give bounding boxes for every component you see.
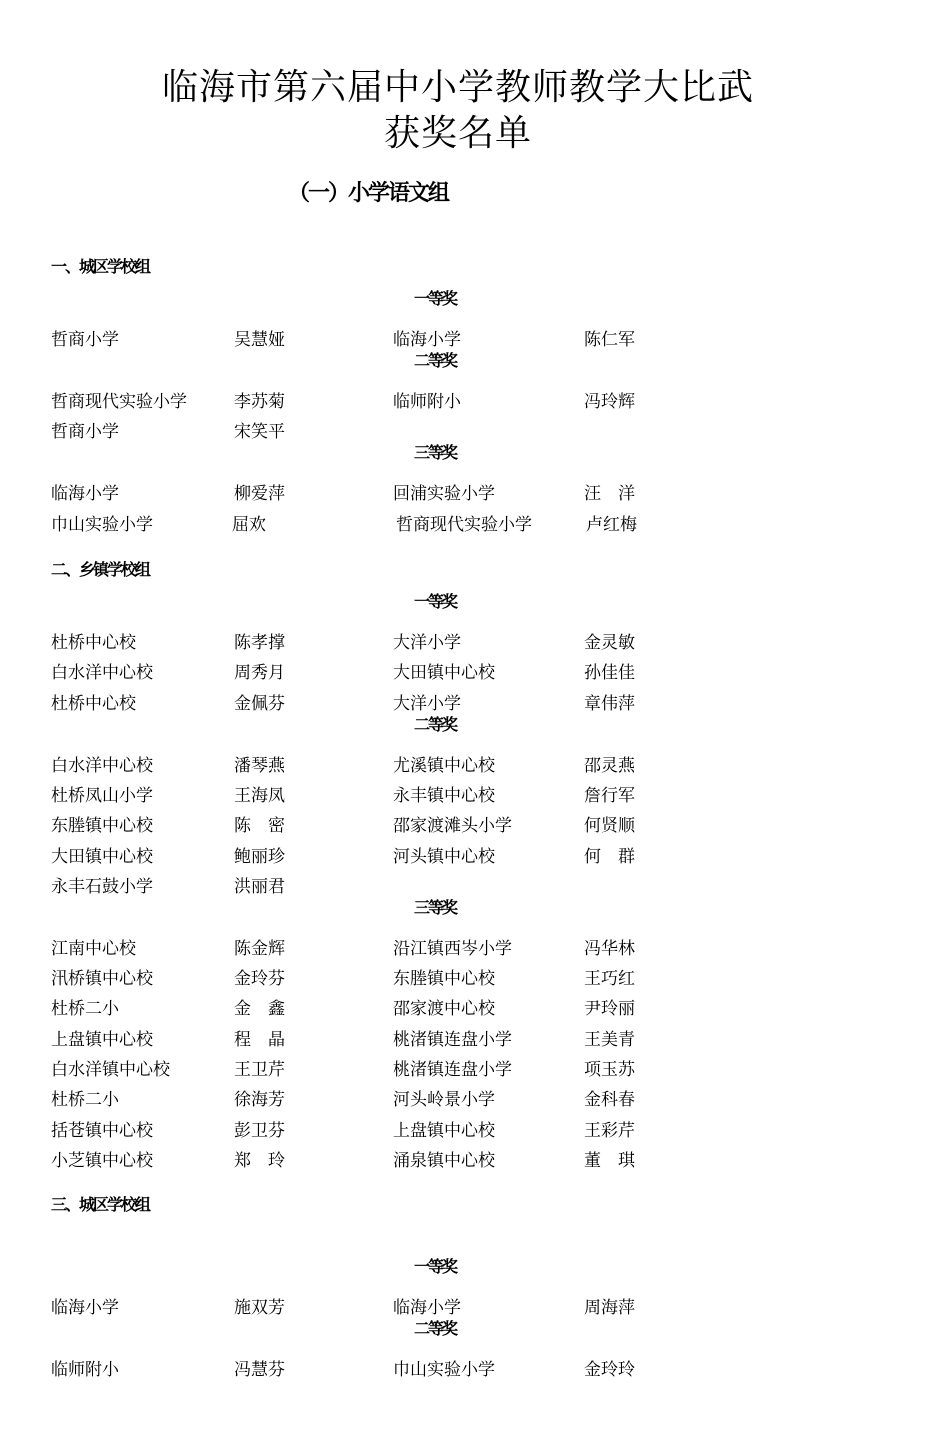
school-name: 巾山实验小学	[393, 1360, 495, 1380]
teacher-name: 潘琴燕	[234, 755, 285, 776]
school-name: 杜桥凤山小学	[51, 785, 153, 806]
school-name: 杜桥二小	[51, 999, 119, 1020]
teacher-name: 屈欢	[232, 514, 266, 535]
document-title-line-1: 临海市第六届中小学教师教学大比武	[161, 67, 754, 108]
teacher-name: 王海凤	[234, 785, 285, 806]
school-name: 哲商现代实验小学	[396, 514, 532, 535]
teacher-name: 金佩芬	[234, 693, 285, 714]
school-name: 尤溪镇中心校	[393, 755, 495, 776]
teacher-name: 宋笑平	[234, 422, 285, 443]
school-name: 临海小学	[51, 484, 119, 505]
award-rank: 一等奖	[413, 1257, 456, 1276]
school-name: 大洋小学	[393, 693, 461, 714]
school-name: 临海小学	[393, 330, 461, 350]
teacher-name: 陈仁军	[584, 330, 635, 350]
teacher-name: 王巧红	[584, 969, 635, 990]
school-name: 白水洋中心校	[51, 755, 153, 776]
teacher-name: 周海萍	[584, 1298, 635, 1318]
teacher-name: 洪丽君	[234, 876, 285, 897]
teacher-name: 郑 玲	[234, 1150, 285, 1171]
school-name: 杜桥二小	[51, 1090, 119, 1111]
teacher-name: 彭卫芬	[234, 1120, 285, 1141]
award-rank: 二等奖	[413, 351, 456, 370]
school-name: 大田镇中心校	[51, 846, 153, 867]
school-name: 哲商现代实验小学	[51, 392, 187, 412]
school-name: 桃渚镇连盘小学	[393, 1060, 512, 1080]
school-name: 永丰石鼓小学	[51, 876, 153, 897]
teacher-name: 陈 密	[234, 816, 285, 837]
subtitle: （一）小学语文组	[287, 181, 448, 206]
teacher-name: 金玲芬	[234, 969, 285, 990]
teacher-name: 尹玲丽	[584, 999, 635, 1020]
school-name: 白水洋镇中心校	[51, 1060, 170, 1080]
award-rank: 二等奖	[413, 1319, 456, 1338]
award-rank: 二等奖	[413, 714, 456, 734]
school-name: 哲商小学	[51, 422, 119, 443]
teacher-name: 王卫芹	[234, 1060, 285, 1080]
teacher-name: 项玉苏	[584, 1060, 635, 1080]
teacher-name: 陈金辉	[234, 938, 285, 959]
school-name: 大洋小学	[393, 633, 461, 653]
teacher-name: 詹行军	[584, 785, 635, 806]
teacher-name: 徐海芳	[234, 1090, 285, 1111]
school-name: 邵家渡中心校	[393, 999, 495, 1020]
school-name: 沿江镇西岑小学	[393, 938, 512, 959]
school-name: 杜桥中心校	[51, 633, 136, 653]
teacher-name: 吴慧娅	[234, 330, 285, 350]
teacher-name: 柳爱萍	[234, 484, 285, 505]
teacher-name: 金玲玲	[584, 1360, 635, 1380]
teacher-name: 李苏菊	[234, 392, 285, 412]
teacher-name: 金 鑫	[234, 999, 285, 1020]
section-heading: 二、乡镇学校组	[51, 560, 150, 579]
school-name: 白水洋中心校	[51, 663, 153, 684]
award-rank: 三等奖	[413, 897, 456, 917]
school-name: 临海小学	[51, 1298, 119, 1318]
school-name: 河头镇中心校	[393, 846, 495, 867]
teacher-name: 何 群	[584, 846, 635, 867]
teacher-name: 冯玲辉	[584, 392, 635, 412]
school-name: 临师附小	[51, 1360, 119, 1380]
school-name: 上盘镇中心校	[393, 1120, 495, 1141]
award-rank: 一等奖	[413, 592, 456, 611]
school-name: 哲商小学	[51, 330, 119, 350]
teacher-name: 施双芳	[234, 1298, 285, 1318]
teacher-name: 邵灵燕	[584, 755, 635, 776]
teacher-name: 冯华林	[584, 938, 635, 959]
teacher-name: 周秀月	[234, 663, 285, 684]
teacher-name: 陈孝撑	[234, 633, 285, 653]
teacher-name: 金科春	[584, 1090, 635, 1111]
teacher-name: 孙佳佳	[584, 663, 635, 684]
teacher-name: 鲍丽珍	[234, 846, 285, 867]
teacher-name: 何贤顺	[584, 816, 635, 837]
school-name: 小芝镇中心校	[51, 1150, 153, 1171]
teacher-name: 卢红梅	[586, 514, 637, 535]
teacher-name: 王美青	[584, 1029, 635, 1050]
school-name: 汛桥镇中心校	[51, 969, 153, 990]
school-name: 桃渚镇连盘小学	[393, 1029, 512, 1050]
school-name: 上盘镇中心校	[51, 1029, 153, 1050]
teacher-name: 金灵敏	[584, 633, 635, 653]
award-rank: 一等奖	[413, 289, 456, 308]
teacher-name: 王彩芹	[584, 1120, 635, 1141]
section-heading: 三、城区学校组	[51, 1195, 150, 1214]
school-name: 东塍镇中心校	[51, 816, 153, 837]
school-name: 江南中心校	[51, 938, 136, 959]
school-name: 回浦实验小学	[393, 484, 495, 505]
school-name: 临师附小	[393, 392, 461, 412]
school-name: 大田镇中心校	[393, 663, 495, 684]
section-heading: 一、城区学校组	[51, 257, 150, 276]
teacher-name: 冯慧芬	[234, 1360, 285, 1380]
award-rank: 三等奖	[413, 443, 456, 463]
school-name: 永丰镇中心校	[393, 785, 495, 806]
school-name: 杜桥中心校	[51, 693, 136, 714]
document-title-line-2: 获奖名单	[383, 113, 532, 154]
teacher-name: 章伟萍	[584, 693, 635, 714]
teacher-name: 汪 洋	[584, 484, 635, 505]
school-name: 括苍镇中心校	[51, 1120, 153, 1141]
school-name: 涌泉镇中心校	[393, 1150, 495, 1171]
teacher-name: 程 晶	[234, 1029, 285, 1050]
school-name: 邵家渡滩头小学	[393, 816, 512, 837]
school-name: 河头岭景小学	[393, 1090, 495, 1111]
teacher-name: 董 琪	[584, 1150, 635, 1171]
school-name: 巾山实验小学	[51, 514, 153, 535]
school-name: 东塍镇中心校	[393, 969, 495, 990]
school-name: 临海小学	[393, 1298, 461, 1318]
